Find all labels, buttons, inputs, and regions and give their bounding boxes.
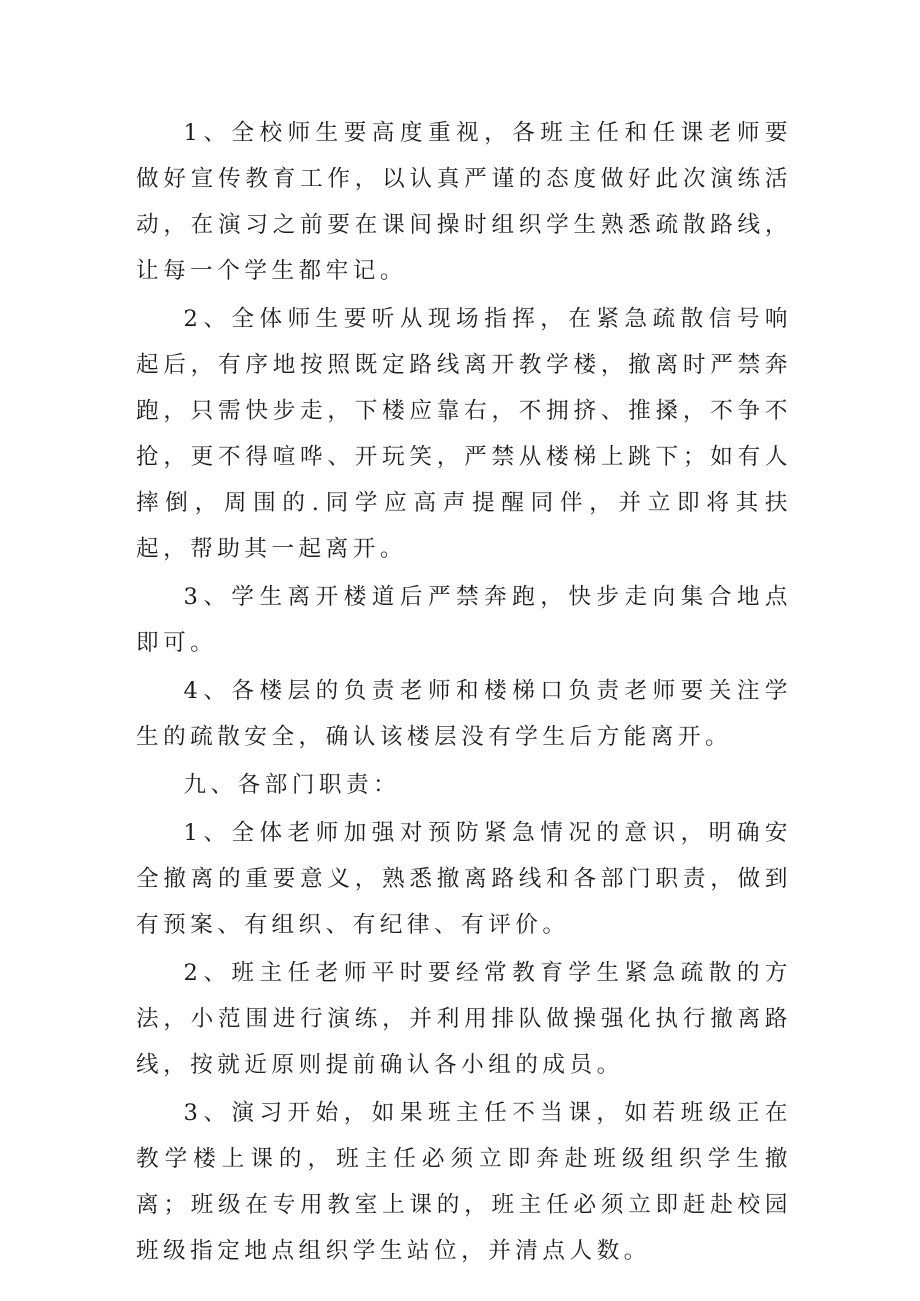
paragraph-5: 1、全体老师加强对预防紧急情况的意识，明确安全撤离的重要意义，熟悉撤离路线和各部门职责，做到有预案、有组织、有纪律、有评价。	[136, 820, 792, 938]
paragraph-3: 3、学生离开楼道后严禁奔跑，快步走向集合地点即可。	[136, 584, 792, 656]
paragraph-2: 2、全体师生要听从现场指挥，在紧急疏散信号响起后，有序地按照既定路线离开教学楼，撤离时严禁奔跑，只需快步走，下楼应靠右，不拥挤、推搡，不争不抢，更不得喧哗、开玩笑，严禁从楼梯上跳下；如有人摔倒，周围的.同学应高声提醒同伴，并立即将其扶起，帮助其一起离开。	[136, 306, 792, 562]
document-body	[136, 110, 792, 1276]
paragraph-7: 3、演习开始，如果班主任不当课，如若班级正在教学楼上课的，班主任必须立即奔赴班级组织学生撤离；班级在专用教室上课的，班主任必须立即赶赴校园班级指定地点组织学生站位，并清点人数。	[136, 1100, 792, 1264]
paragraph-4: 4、各楼层的负责老师和楼梯口负责老师要关注学生的疏散安全，确认该楼层没有学生后方能离开。	[136, 678, 792, 750]
paragraph-6: 2、班主任老师平时要经常教育学生紧急疏散的方法，小范围进行演练，并利用排队做操强化执行撤离路线，按就近原则提前确认各小组的成员。	[136, 960, 792, 1078]
paragraph-1: 1、全校师生要高度重视，各班主任和任课老师要做好宣传教育工作，以认真严谨的态度做好此次演练活动，在演习之前要在课间操时组织学生熟悉疏散路线，让每一个学生都牢记。	[136, 120, 792, 284]
section-heading: 九、各部门职责：	[183, 772, 401, 798]
